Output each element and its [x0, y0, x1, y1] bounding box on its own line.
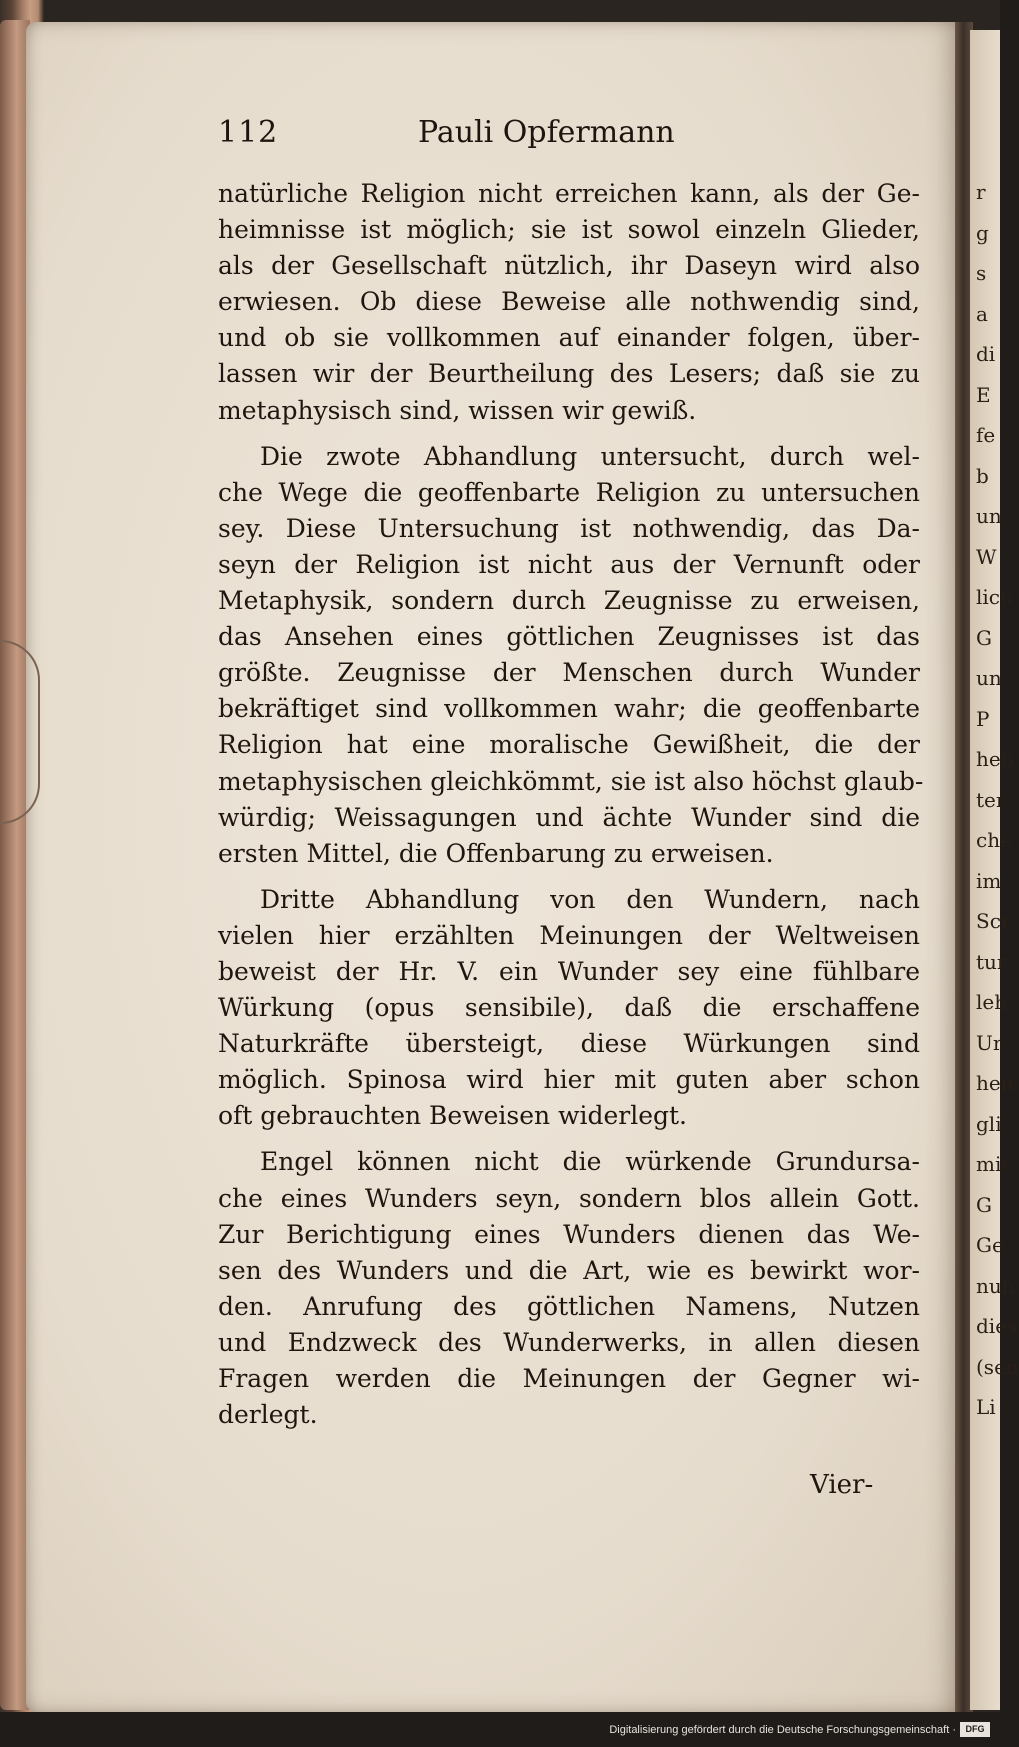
facing-page-fragment: s	[976, 261, 987, 285]
text-line: und Endzweck des Wunderwerks, in allen diesen	[218, 1327, 920, 1357]
facing-page-fragment: un	[976, 666, 1002, 690]
text-line: das Ansehen eines göttlichen Zeugnisses ist das	[218, 622, 920, 652]
facing-page-fragment: P	[976, 706, 990, 731]
text-line: metaphysisch sind, wissen wir gewiß.	[218, 395, 697, 425]
facing-page-fragment: r	[976, 180, 986, 204]
facing-page-fragment: tur	[976, 949, 1007, 974]
facing-page-fragment: mit	[976, 1152, 1010, 1176]
text-line: bekräftiget sind vollkommen wahr; die geoffenbarte	[218, 694, 920, 724]
dfg-logo: DFG	[960, 1722, 990, 1737]
facing-page-fragment: W	[976, 544, 997, 569]
text-line: Dritte Abhandlung von den Wundern, nach	[260, 884, 920, 914]
text-line: ersten Mittel, die Offenbarung zu erweisen.	[218, 838, 774, 868]
facing-page-fragment: (sen	[976, 1354, 1019, 1379]
facing-page-fragment: a	[976, 301, 988, 326]
running-head: Pauli Opfermann	[418, 115, 675, 150]
page-header	[218, 115, 918, 155]
facing-page-fragment: b	[976, 463, 989, 488]
facing-page-fragment: Ge	[976, 1233, 1004, 1257]
page-tab-marker	[0, 640, 40, 824]
page-number: 112	[218, 115, 279, 150]
text-line: Religion hat eine moralische Gewißheit, die der	[218, 730, 920, 760]
facing-page-fragment: nun	[976, 1273, 1015, 1298]
paragraph-gap	[218, 1134, 920, 1144]
facing-page-fragment: un	[976, 504, 1002, 528]
text-line: heimnisse ist möglich; sie ist sowol einzeln Glieder,	[218, 215, 920, 245]
text-line: als der Gesellschaft nützlich, ihr Daseyn wird also	[218, 251, 920, 281]
text-line: würdig; Weissagungen und ächte Wunder sind die	[218, 802, 920, 832]
facing-page-fragment: che	[976, 828, 1012, 852]
facing-page-fragment: hen	[976, 1071, 1014, 1095]
text-line: derlegt.	[218, 1400, 318, 1430]
paragraph-gap	[218, 872, 920, 882]
body-text	[218, 176, 924, 1433]
text-line: sen des Wunders und die Art, wie es bewirkt wor-	[218, 1255, 920, 1285]
text-line: vielen hier erzählten Meinungen der Weltweisen	[218, 920, 920, 950]
text-line: beweist der Hr. V. ein Wunder sey eine fühlbare	[218, 956, 920, 986]
text-line: erwiesen. Ob diese Beweise alle nothwendig sind,	[218, 287, 920, 317]
text-line: den. Anrufung des göttlichen Namens, Nutzen	[218, 1291, 920, 1321]
text-line: Die zwote Abhandlung untersucht, durch wel-	[260, 441, 920, 471]
facing-page-fragment: G	[976, 625, 992, 650]
text-line: oft gebrauchten Beweisen widerlegt.	[218, 1101, 688, 1131]
facing-page-fragment: g	[976, 220, 989, 245]
facing-page-fragment: E	[976, 382, 991, 407]
text-line: größte. Zeugnisse der Menschen durch Wunder	[218, 658, 920, 688]
facing-page-fragment: lich	[976, 585, 1013, 609]
text-line: Fragen werden die Meinungen der Gegner wi-	[218, 1364, 920, 1393]
paragraph-gap	[218, 429, 920, 439]
text-line: möglich. Spinosa wird hier mit guten aber schon	[218, 1065, 920, 1095]
facing-page-fragment: gli	[976, 1111, 1002, 1136]
facing-page-fragment: di	[976, 342, 996, 366]
text-line: Naturkräfte übersteigt, diese Würkungen sind	[218, 1029, 920, 1059]
text-line: Metaphysik, sondern durch Zeugnisse zu erweisen,	[218, 586, 920, 616]
text-line: lassen wir der Beurtheilung des Lesers; daß sie zu	[218, 359, 920, 389]
facing-page-fragment: heb	[976, 747, 1014, 771]
catchword: Vier-	[810, 1470, 874, 1500]
text-line: sey. Diese Untersuchung ist nothwendig, das Da-	[218, 513, 920, 543]
text-line: Engel können nicht die würkende Grundursa-	[260, 1147, 920, 1177]
text-line: che eines Wunders seyn, sondern blos allein Gott.	[218, 1183, 920, 1213]
text-line: Zur Berichtigung eines Wunders dienen das We-	[218, 1219, 920, 1249]
facing-page-fragment: ter	[976, 787, 1006, 812]
text-line: seyn der Religion ist nicht aus der Vernunft oder	[218, 549, 920, 579]
footer-credit: Digitalisierung gefördert durch die Deutsche Forschungsgemeinschaft ·	[609, 1724, 956, 1736]
text-line: Würkung (opus sensibile), daß die erschaffene	[218, 993, 920, 1023]
footer-bar	[0, 1712, 1000, 1747]
facing-page-fragment: Ur	[976, 1030, 1003, 1055]
facing-page-fragment: Li	[976, 1395, 996, 1419]
facing-page-fragment: leh	[976, 990, 1008, 1014]
facing-page-edge	[970, 30, 1019, 1710]
facing-page-fragment: Scr	[976, 909, 1011, 933]
facing-page-fragment: G	[976, 1192, 992, 1217]
text-line: che Wege die geoffenbarte Religion zu untersuchen	[218, 477, 920, 507]
text-line: und ob sie vollkommen auf einander folgen, über-	[218, 323, 920, 353]
facing-page-fragment: im	[976, 868, 1002, 893]
text-line: natürliche Religion nicht erreichen kann, als der Ge-	[218, 179, 920, 208]
facing-page-fragment: fe	[976, 423, 996, 447]
facing-page-fragment: dies	[976, 1314, 1018, 1338]
text-line: metaphysischen gleichkömmt, sie ist also höchst glaub-	[218, 766, 924, 796]
